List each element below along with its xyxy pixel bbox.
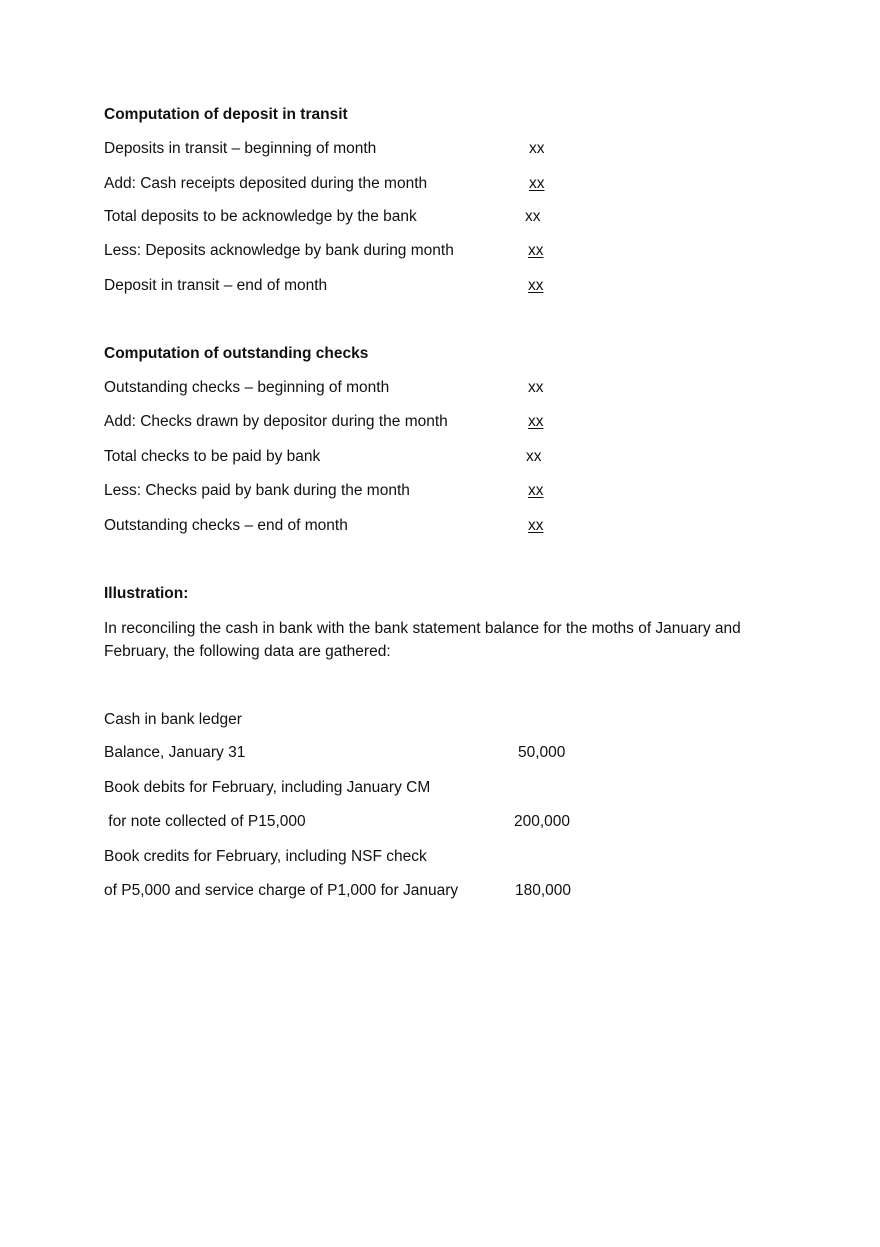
ledger-row-label: Balance, January 31 [104, 744, 246, 761]
deposit-row-label: Add: Cash receipts deposited during the month [104, 175, 428, 192]
deposit-row-label: Deposit in transit – end of month [104, 277, 328, 294]
checks-row-label: Less: Checks paid by bank during the month [104, 482, 410, 499]
ledger-row-value: 50,000 [518, 744, 566, 761]
checks-row-label: Total checks to be paid by bank [104, 448, 321, 465]
deposit-row-label: Total deposits to be acknowledge by the bank [104, 208, 417, 225]
illustration-paragraph: In reconciling the cash in bank with the bank statement balance for the moths of January and February, the following data are gathered: [104, 620, 741, 660]
ledger-title: Cash in bank ledger [104, 711, 242, 728]
checks-row-value: xx [528, 482, 544, 499]
deposit-row-value: xx [529, 175, 545, 192]
ledger-row-label: Book credits for February, including NSF check [104, 848, 427, 865]
deposit-row-value: xx [528, 242, 544, 259]
deposit-row-value: xx [525, 208, 541, 225]
ledger-row-label: for note collected of P15,000 [104, 813, 306, 830]
checks-row-label: Outstanding checks – end of month [104, 517, 348, 534]
ledger-row-value: 200,000 [514, 813, 571, 830]
ledger-row-value: 180,000 [515, 882, 572, 899]
deposit-section-heading: Computation of deposit in transit [104, 106, 348, 123]
ledger-row-label: of P5,000 and service charge of P1,000 for January [104, 882, 459, 899]
deposit-row-label: Deposits in transit – beginning of month [104, 140, 377, 157]
illustration-heading: Illustration: [104, 585, 189, 602]
ledger-row-label: Book debits for February, including January CM [104, 779, 431, 796]
checks-row-value: xx [526, 448, 542, 465]
checks-section-heading: Computation of outstanding checks [104, 345, 369, 362]
checks-row-value: xx [528, 379, 544, 396]
checks-row-label: Add: Checks drawn by depositor during the month [104, 413, 448, 430]
checks-row-value: xx [528, 517, 544, 534]
checks-row-label: Outstanding checks – beginning of month [104, 379, 390, 396]
deposit-row-value: xx [529, 140, 545, 157]
deposit-row-label: Less: Deposits acknowledge by bank during month [104, 242, 454, 259]
checks-row-value: xx [528, 413, 544, 430]
deposit-row-value: xx [528, 277, 544, 294]
